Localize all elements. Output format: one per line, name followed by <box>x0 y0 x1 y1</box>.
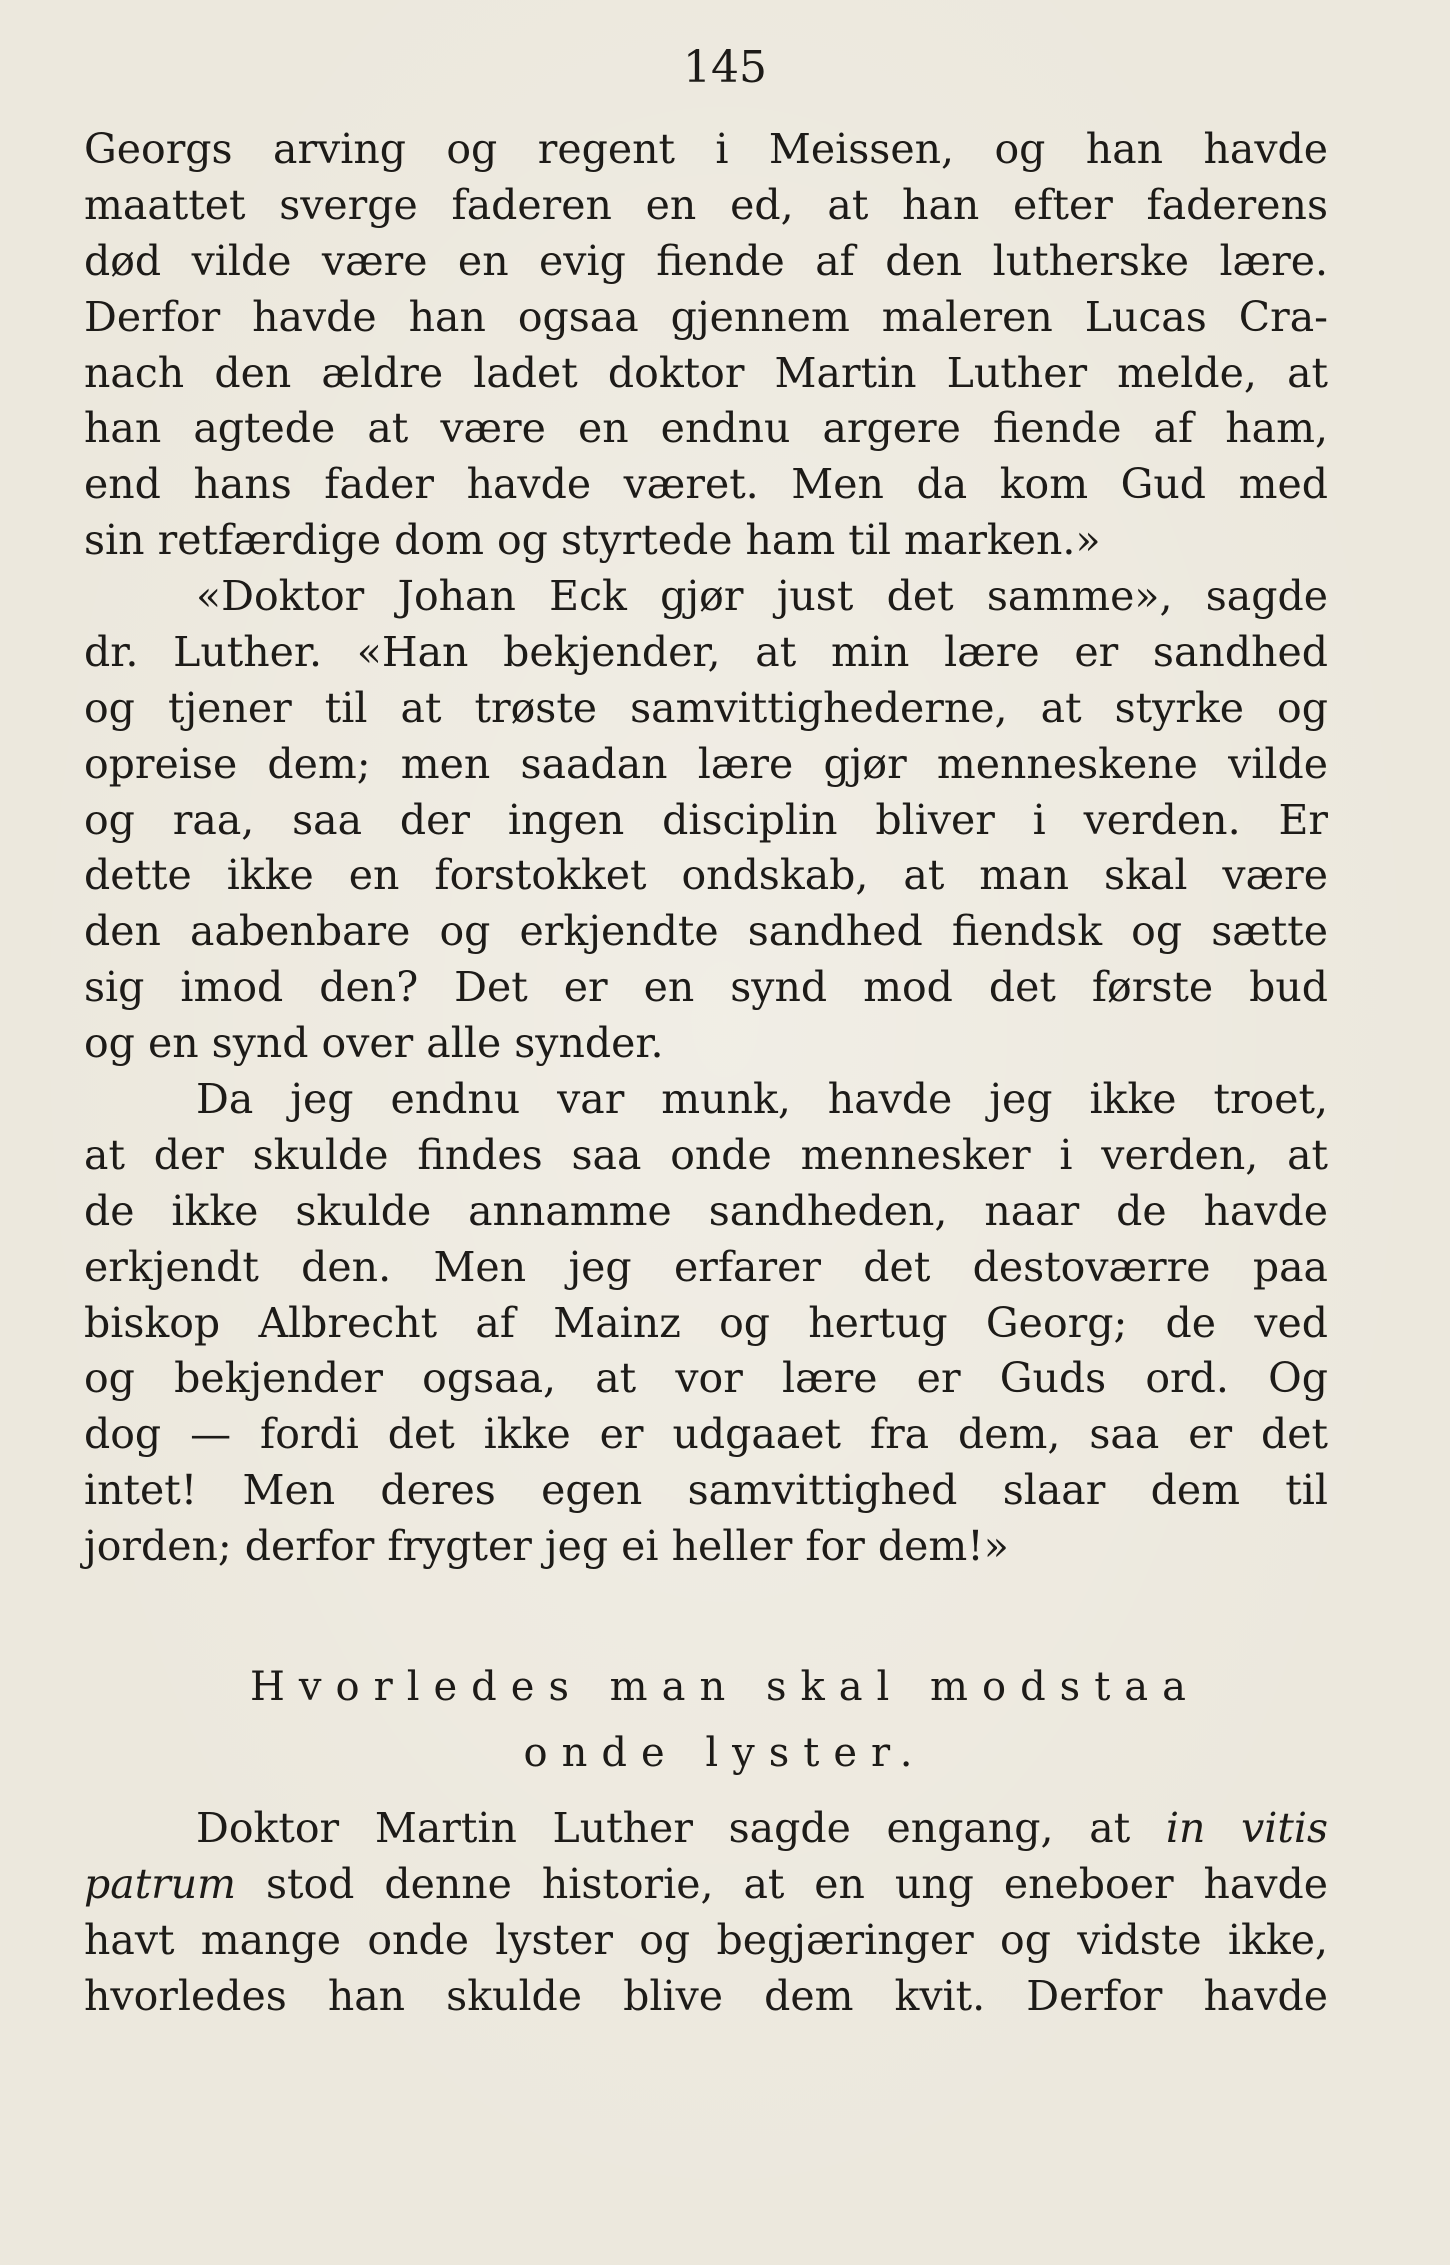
text-run: stod denne historie, at en ung eneboer havde <box>236 1859 1328 1908</box>
text-line: dette ikke en forstokket ondskab, at man skal være <box>84 851 1328 900</box>
text-line: sin retfærdige dom og styrtede ham til marken.» <box>84 516 1101 565</box>
text-line: havt mange onde lyster og begjæringer og vidste ikke, <box>84 1915 1328 1964</box>
text-line: sig imod den? Det er en synd mod det første bud <box>84 963 1328 1012</box>
text-line: Derfor havde han ogsaa gjennem maleren Lucas Cra- <box>84 292 1328 341</box>
text-line: biskop Albrecht af Mainz og hertug Georg; de ved <box>84 1298 1328 1347</box>
text-line: Da jeg endnu var munk, havde jeg ikke troet, <box>196 1075 1328 1123</box>
text-line: end hans fader havde været. Men da kom Gud med <box>84 460 1328 509</box>
text-line <box>84 1801 1328 1857</box>
text-line <box>84 1857 1328 1913</box>
text-line: intet! Men deres egen samvittighed slaar dem til <box>84 1466 1328 1515</box>
text-line: at der skulde findes saa onde mennesker i verden, at <box>84 1130 1328 1179</box>
text-line: dog — fordi det ikke er udgaaet fra dem, saa er det <box>84 1410 1328 1459</box>
text-line: hvorledes han skulde blive dem kvit. Derfor havde <box>84 1971 1328 2020</box>
text-line: og tjener til at trøste samvittighederne, at styrke og <box>84 683 1328 732</box>
text-line: og en synd over alle synder. <box>84 1019 664 1068</box>
text-line: død vilde være en evig fiende af den lutherske lære. <box>84 236 1328 285</box>
page-number: 145 <box>683 42 767 93</box>
section-heading-line-2: onde lyster. <box>523 1730 927 1776</box>
paragraph-eck <box>84 569 1328 1072</box>
text-line: nach den ældre ladet doktor Martin Luther melde, at <box>84 348 1328 397</box>
text-line: de ikke skulde annamme sandheden, naar de havde <box>84 1186 1328 1235</box>
text-line: erkjendt den. Men jeg erfarer det destoværre paa <box>84 1242 1328 1291</box>
text-line: og bekjender ogsaa, at vor lære er Guds ord. Og <box>84 1354 1328 1403</box>
paragraph-continuation <box>84 122 1328 569</box>
text-line: dr. Luther. «Han bekjender, at min lære er sandhed <box>84 627 1328 676</box>
paragraph-munk <box>84 1072 1328 1575</box>
text-line: maattet sverge faderen en ed, at han efter faderens <box>84 180 1328 229</box>
text-line: opreise dem; men saadan lære gjør menneskene vilde <box>84 739 1328 788</box>
text-run: Doktor Martin Luther sagde engang, at <box>196 1804 1166 1852</box>
text-line: Georgs arving og regent i Meissen, og han havde <box>84 125 1328 173</box>
section-heading-line-1: Hvorledes man skal modstaa <box>250 1664 1200 1710</box>
italic-text: patrum <box>84 1859 237 1908</box>
text-line: den aabenbare og erkjendte sandhed fiendsk og sætte <box>84 907 1328 956</box>
text-line: og raa, saa der ingen disciplin bliver i verden. Er <box>84 795 1328 844</box>
paragraph-section <box>84 1801 1328 2025</box>
text-line: «Doktor Johan Eck gjør just det samme», sagde <box>196 572 1328 620</box>
text-line: jorden; derfor frygter jeg ei heller for dem!» <box>84 1522 1009 1571</box>
text-line: han agtede at være en endnu argere fiende af ham, <box>84 404 1328 453</box>
italic-text: in vitis <box>1165 1804 1328 1852</box>
